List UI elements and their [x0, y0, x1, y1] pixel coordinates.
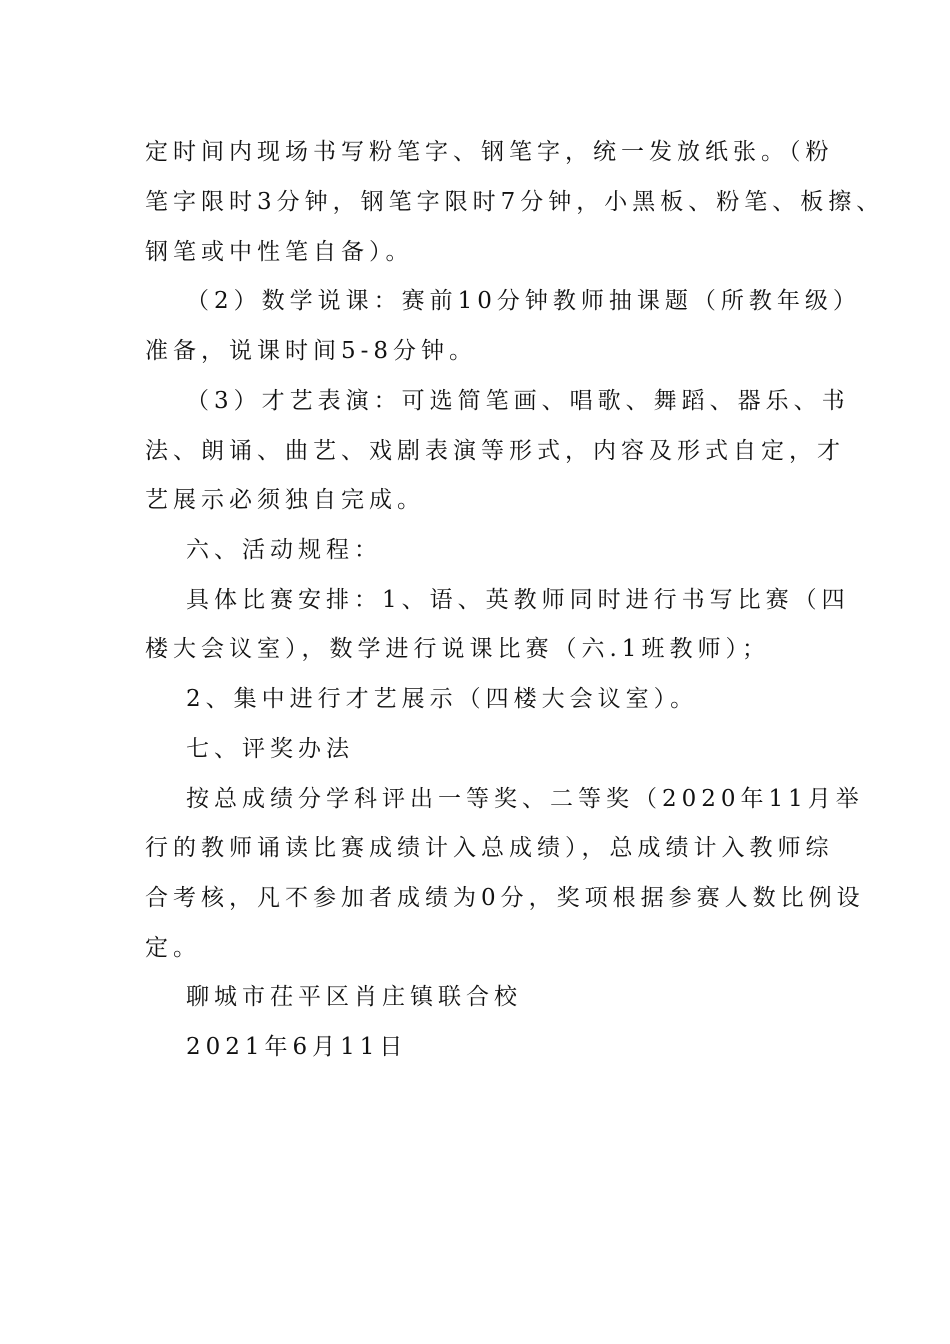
text-line-16: 合考核，凡不参加者成绩为0分，奖项根据参赛人数比例设	[145, 885, 865, 911]
text-line-7: 法、朗诵、曲艺、戏剧表演等形式，内容及形式自定，才	[145, 438, 845, 464]
text-line-17: 定。	[145, 935, 201, 961]
signature-organization: 聊城市茌平区肖庄镇联合校	[186, 984, 522, 1010]
text-line-4: （2）数学说课：赛前10分钟教师抽课题（所教年级）	[186, 288, 861, 314]
text-line-15: 行的教师诵读比赛成绩计入总成绩），总成绩计入教师综	[145, 835, 834, 861]
text-line-11: 楼大会议室），数学进行说课比赛（六.1班教师）；	[145, 636, 770, 662]
text-line-6: （3）才艺表演：可选简笔画、唱歌、舞蹈、器乐、书	[186, 388, 850, 414]
section-heading-6: 六、活动规程：	[186, 537, 382, 563]
signature-date: 2021年6月11日	[186, 1034, 408, 1060]
text-line-5: 准备，说课时间5-8分钟。	[145, 338, 478, 364]
text-line-2: 笔字限时3分钟，钢笔字限时7分钟，小黑板、粉笔、板擦、	[145, 189, 885, 215]
text-line-8: 艺展示必须独自完成。	[145, 487, 425, 513]
text-line-10: 具体比赛安排：1、语、英教师同时进行书写比赛（四	[186, 587, 850, 613]
text-line-1: 定时间内现场书写粉笔字、钢笔字，统一发放纸张。（粉	[145, 139, 834, 165]
text-line-3: 钢笔或中性笔自备）。	[145, 239, 414, 265]
section-heading-7: 七、评奖办法	[186, 736, 354, 762]
text-line-12: 2、集中进行才艺展示（四楼大会议室）。	[186, 686, 699, 712]
text-line-14: 按总成绩分学科评出一等奖、二等奖（2020年11月举	[186, 786, 864, 812]
